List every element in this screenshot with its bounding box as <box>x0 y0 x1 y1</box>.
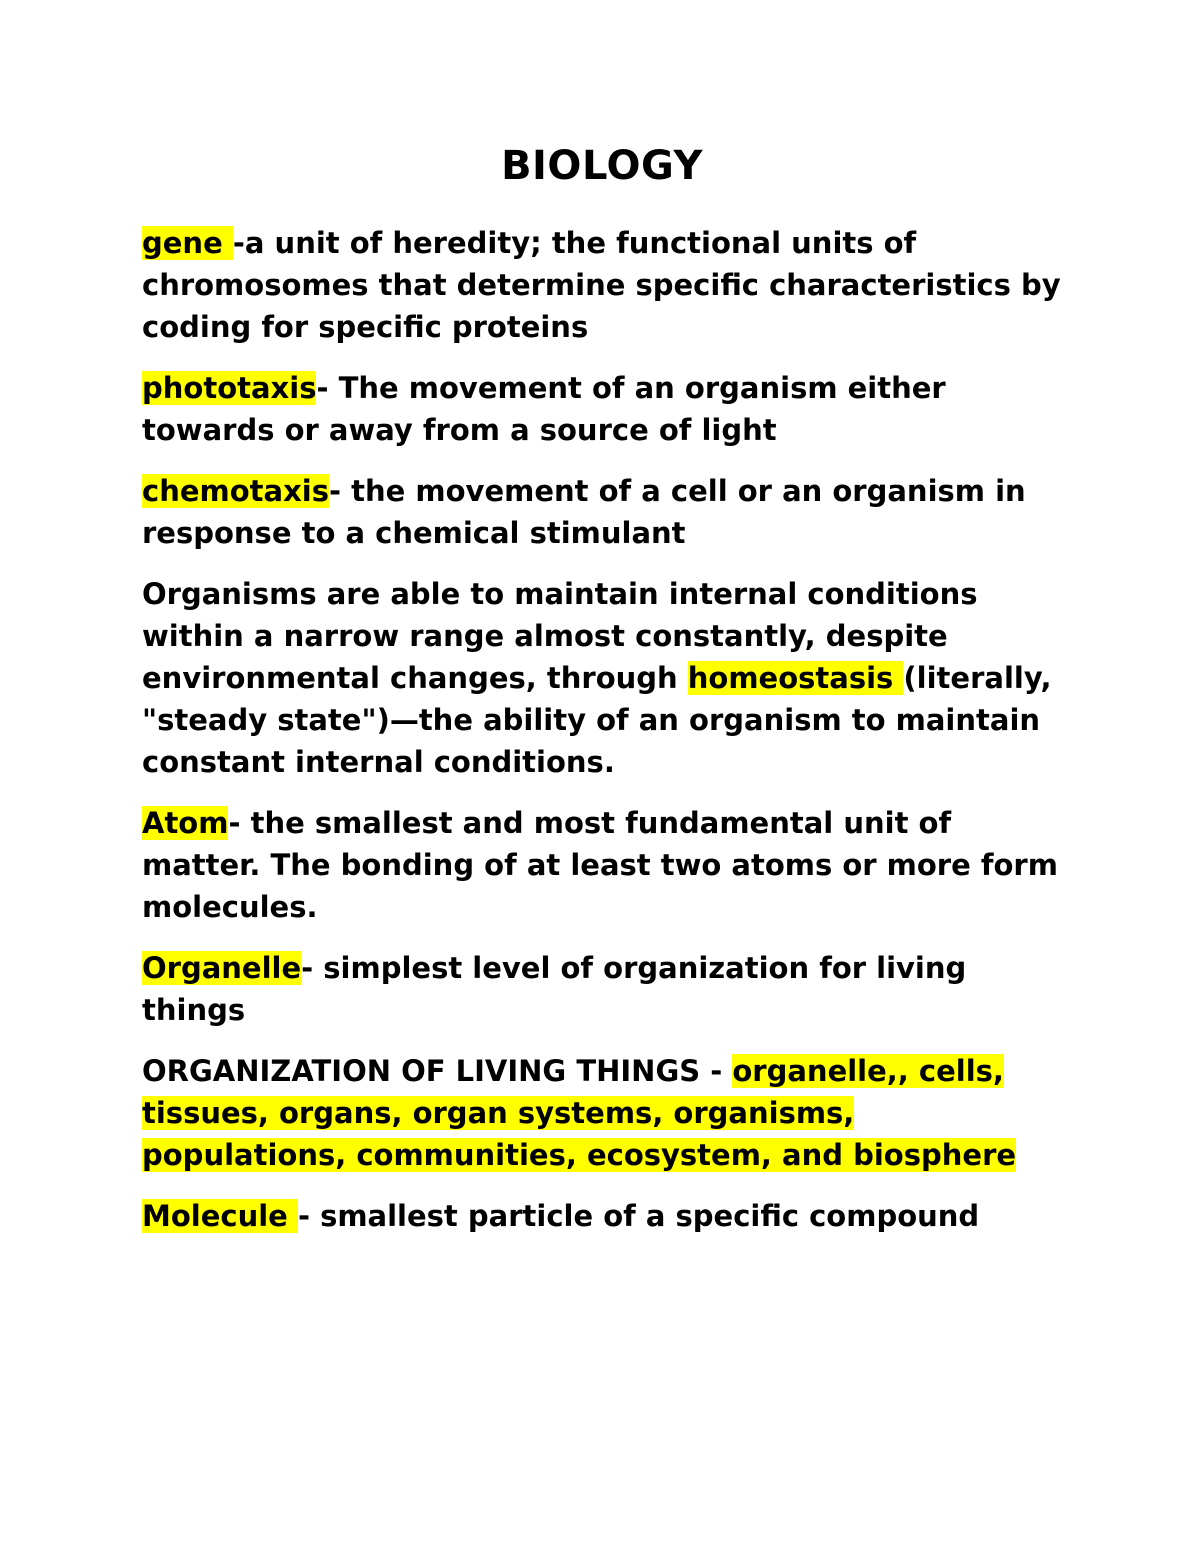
paragraph-text: (literally, "steady state")—the ability of an organism to maintain constant internal conditions. <box>142 661 1052 779</box>
definition-text: - the smallest and most fundamental unit of matter. The bonding of at least two atoms or more form molecules. <box>142 806 1058 924</box>
paragraph-text: ORGANIZATION OF LIVING THINGS - <box>142 1054 733 1088</box>
definition-homeostasis <box>142 573 1062 783</box>
definition-molecule <box>142 1195 1062 1237</box>
highlighted-term: Molecule <box>142 1199 298 1233</box>
definition-text: - smallest particle of a specific compound <box>297 1199 980 1233</box>
definition-atom <box>142 802 1062 928</box>
highlighted-term: gene <box>142 226 233 260</box>
definition-phototaxis <box>142 367 1062 451</box>
highlighted-term: Atom <box>142 806 229 840</box>
highlighted-term: organelle,, cells, tissues, organs, organ systems, organisms, populations, communities, ecosystem, and biosphere <box>142 1054 1017 1172</box>
document-title: BIOLOGY <box>501 143 703 189</box>
definition-text: - simplest level of organization for living things <box>142 951 967 1027</box>
definition-organelle <box>142 947 1062 1031</box>
organization-of-living-things <box>142 1050 1062 1176</box>
highlighted-term: homeostasis <box>687 661 904 695</box>
highlighted-term: chemotaxis <box>142 474 329 508</box>
definition-chemotaxis <box>142 470 1062 554</box>
definition-text: - the movement of a cell or an organism in response to a chemical stimulant <box>142 474 1026 550</box>
document-body <box>142 140 1062 1256</box>
highlighted-term: phototaxis <box>142 371 317 405</box>
definition-gene <box>142 222 1062 348</box>
paragraph-text: Organisms are able to maintain internal conditions within a narrow range almost constantly, despite environmental changes, through <box>142 577 978 695</box>
definition-text: - The movement of an organism either towards or away from a source of light <box>142 371 946 447</box>
definition-text: -a unit of heredity; the functional units of chromosomes that determine specific characteristics by coding for specific proteins <box>142 226 1061 344</box>
highlighted-term: Organelle <box>142 951 302 985</box>
